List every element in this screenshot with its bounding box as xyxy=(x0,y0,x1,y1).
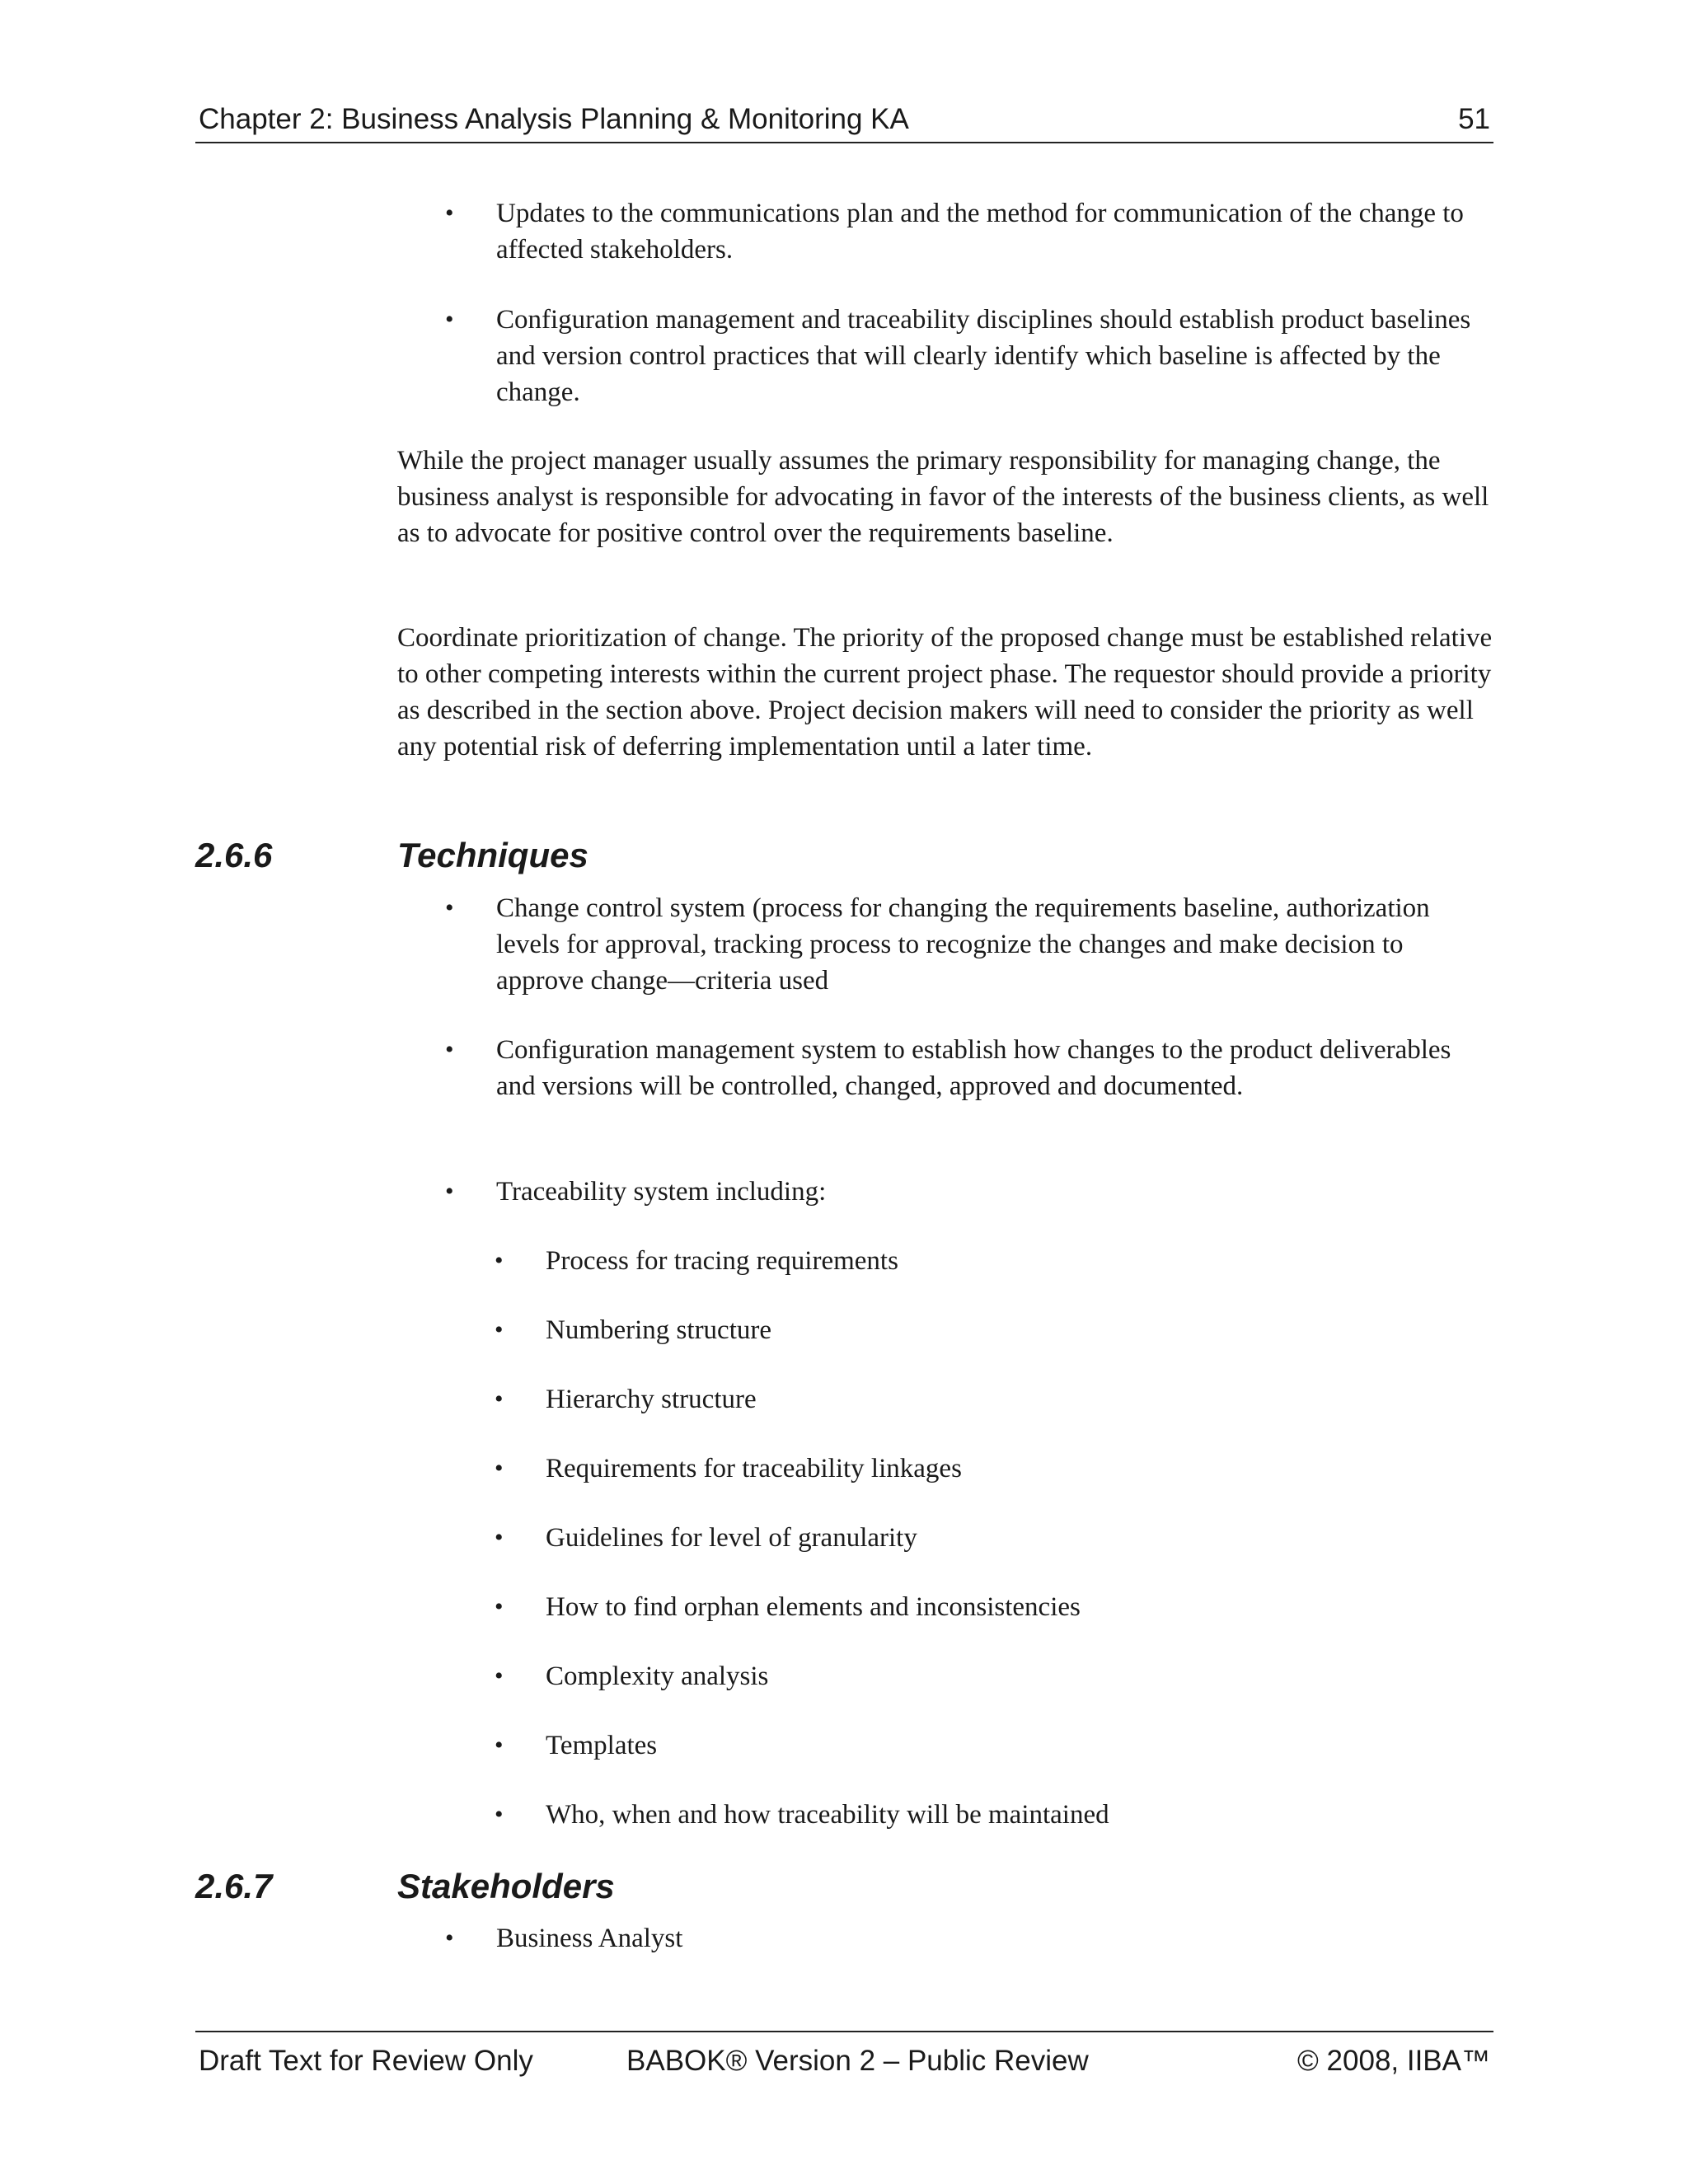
section-title: Stakeholders xyxy=(397,1867,615,1905)
bullet-icon: • xyxy=(495,1455,504,1482)
bullet-icon: • xyxy=(495,1524,504,1551)
bullet-icon: • xyxy=(495,1385,504,1413)
page-header xyxy=(195,97,1493,143)
paragraph: Coordinate prioritization of change. The priority of the proposed change must be established relative to other competing interests within the current project phase. The requestor should provide a priority as described in the section above. Project decision makers will need to consider the priority as well any potential risk of deferring implementation until a later time. xyxy=(397,623,1493,762)
footer-draft-note: Draft Text for Review Only xyxy=(199,2045,533,2077)
bullet-icon: • xyxy=(445,1178,454,1205)
page-number: 51 xyxy=(1458,103,1490,135)
list-item-text: Hierarchy structure xyxy=(546,1385,757,1414)
section-title: Techniques xyxy=(397,836,588,874)
bullet-icon: • xyxy=(495,1593,504,1620)
list-item-text: Change control system (process for changing the requirements baseline, authorization levels for approval, tracking process to recognize the changes and make decision to approve change—criteria used xyxy=(496,893,1430,996)
list-item-text: Numbering structure xyxy=(546,1315,772,1345)
bullet-icon: • xyxy=(495,1732,504,1759)
list-item-text: Requirements for traceability linkages xyxy=(546,1454,962,1483)
list-item-text: Complexity analysis xyxy=(546,1661,769,1691)
bullet-icon: • xyxy=(445,306,454,333)
bullet-icon: • xyxy=(495,1247,504,1274)
bullet-icon: • xyxy=(445,199,454,227)
page-footer xyxy=(195,2031,1493,2080)
list-item-text: Configuration management system to establish how changes to the product deliverables and versions will be controlled, changed, approved and documented. xyxy=(496,1035,1451,1101)
paragraph: While the project manager usually assumes the primary responsibility for managing change, the business analyst is responsible for advocating in favor of the interests of the business clients, as well as to advocate for positive control over the requirements baseline. xyxy=(397,446,1489,548)
list-item-text: Business Analyst xyxy=(496,1924,683,1953)
list-item-text: Templates xyxy=(546,1731,658,1760)
bullet-icon: • xyxy=(445,1924,454,1952)
list-item-text: Configuration management and traceability disciplines should establish product baselines and version control practices that will clearly identify which baseline is affected by the change. xyxy=(496,305,1471,407)
footer-version: BABOK® Version 2 – Public Review xyxy=(626,2045,1089,2077)
bullet-icon: • xyxy=(445,894,454,921)
list-item-text: Who, when and how traceability will be maintained xyxy=(546,1800,1109,1830)
list-item-text: Updates to the communications plan and the method for communication of the change to affected stakeholders. xyxy=(496,199,1464,265)
section-number: 2.6.7 xyxy=(195,1867,273,1905)
footer-copyright: © 2008, IIBA™ xyxy=(1297,2045,1490,2077)
section-number: 2.6.6 xyxy=(195,836,273,874)
chapter-title: Chapter 2: Business Analysis Planning & Monitoring KA xyxy=(199,103,909,135)
list-item-text: Process for tracing requirements xyxy=(546,1246,898,1276)
list-item-text: Traceability system including: xyxy=(496,1177,827,1207)
bullet-icon: • xyxy=(495,1662,504,1690)
bullet-icon: • xyxy=(445,1036,454,1063)
list-item-text: How to find orphan elements and inconsistencies xyxy=(546,1592,1081,1622)
bullet-icon: • xyxy=(495,1801,504,1828)
bullet-icon: • xyxy=(495,1316,504,1343)
list-item-text: Guidelines for level of granularity xyxy=(546,1523,917,1553)
